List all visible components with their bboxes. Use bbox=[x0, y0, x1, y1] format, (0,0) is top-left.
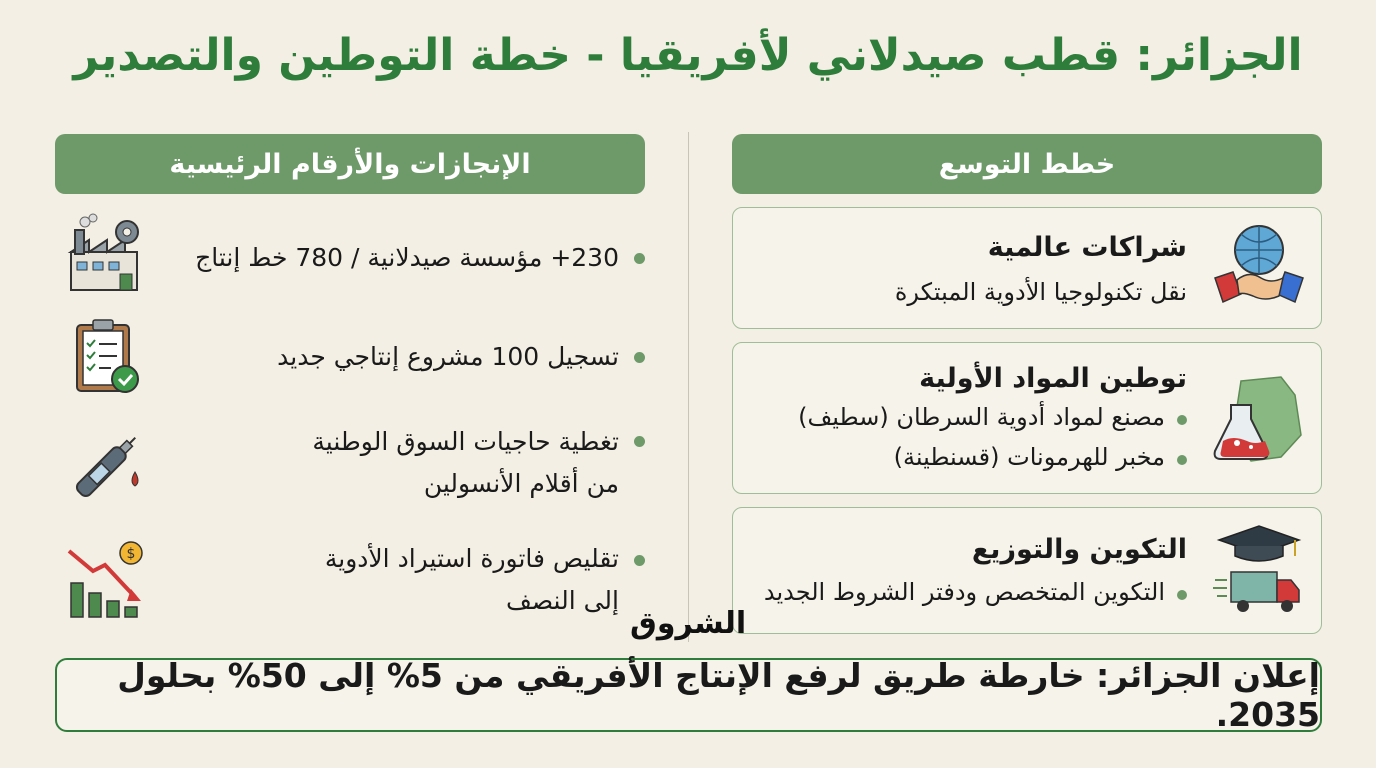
achievements-header: الإنجازات والأرقام الرئيسية bbox=[55, 134, 645, 194]
achievement-text-line2: من أقلام الأنسولين bbox=[423, 469, 619, 498]
plan-card-global-partnerships bbox=[732, 207, 1322, 329]
plan-card-training-distribution bbox=[732, 507, 1322, 634]
insulin-pen-icon bbox=[65, 424, 149, 508]
plan-line: مخبر للهرمونات (قسنطينة) bbox=[893, 443, 1165, 471]
bullet bbox=[634, 352, 645, 363]
plan-line: التكوين المتخصص ودفتر الشروط الجديد bbox=[763, 578, 1165, 606]
achievement-text-line1: تغطية حاجيات السوق الوطنية bbox=[312, 427, 619, 456]
bullet bbox=[634, 253, 645, 264]
achievement-item bbox=[55, 315, 645, 410]
globe-handshake-icon bbox=[1211, 220, 1307, 316]
bullet bbox=[634, 555, 645, 566]
factory-gear-icon bbox=[65, 212, 149, 296]
svg-text:$: $ bbox=[126, 546, 136, 562]
bullet bbox=[634, 436, 645, 447]
plan-title: التكوين والتوزيع bbox=[971, 534, 1187, 565]
achievement-text-line1: تقليص فاتورة استيراد الأدوية bbox=[324, 544, 619, 573]
plan-title: توطين المواد الأولية bbox=[919, 363, 1187, 394]
clipboard-check-icon bbox=[65, 315, 149, 399]
achievement-item bbox=[55, 420, 645, 520]
bullet bbox=[1177, 415, 1187, 425]
expansion-plans-header: خطط التوسع bbox=[732, 134, 1322, 194]
achievement-text: 230+ مؤسسة صيدلانية / 780 خط إنتاج bbox=[195, 243, 619, 272]
bullet bbox=[1177, 455, 1187, 465]
declining-cost-chart-icon bbox=[65, 539, 149, 623]
map-flask-icon bbox=[1211, 371, 1307, 467]
bullet bbox=[1177, 590, 1187, 600]
plan-title: شراكات عالمية bbox=[987, 232, 1187, 263]
graduation-truck-icon bbox=[1211, 522, 1307, 618]
plan-line: نقل تكنولوجيا الأدوية المبتكرة bbox=[894, 278, 1187, 306]
achievement-text-line2: إلى النصف bbox=[505, 586, 619, 615]
achievement-text: تسجيل 100 مشروع إنتاجي جديد bbox=[277, 342, 619, 371]
watermark-logo: الشروق bbox=[630, 606, 747, 641]
column-divider bbox=[688, 132, 689, 642]
page-title: الجزائر: قطب صيدلاني لأفريقيا - خطة التوطين والتصدير bbox=[73, 30, 1303, 81]
achievement-item bbox=[55, 210, 645, 305]
plan-line: مصنع لمواد أدوية السرطان (سطيف) bbox=[798, 403, 1165, 431]
achievement-item bbox=[55, 535, 645, 635]
announcement-banner: إعلان الجزائر: خارطة طريق لرفع الإنتاج الأفريقي من 5% إلى 50% بحلول 2035. bbox=[55, 658, 1322, 732]
plan-card-raw-materials bbox=[732, 342, 1322, 494]
